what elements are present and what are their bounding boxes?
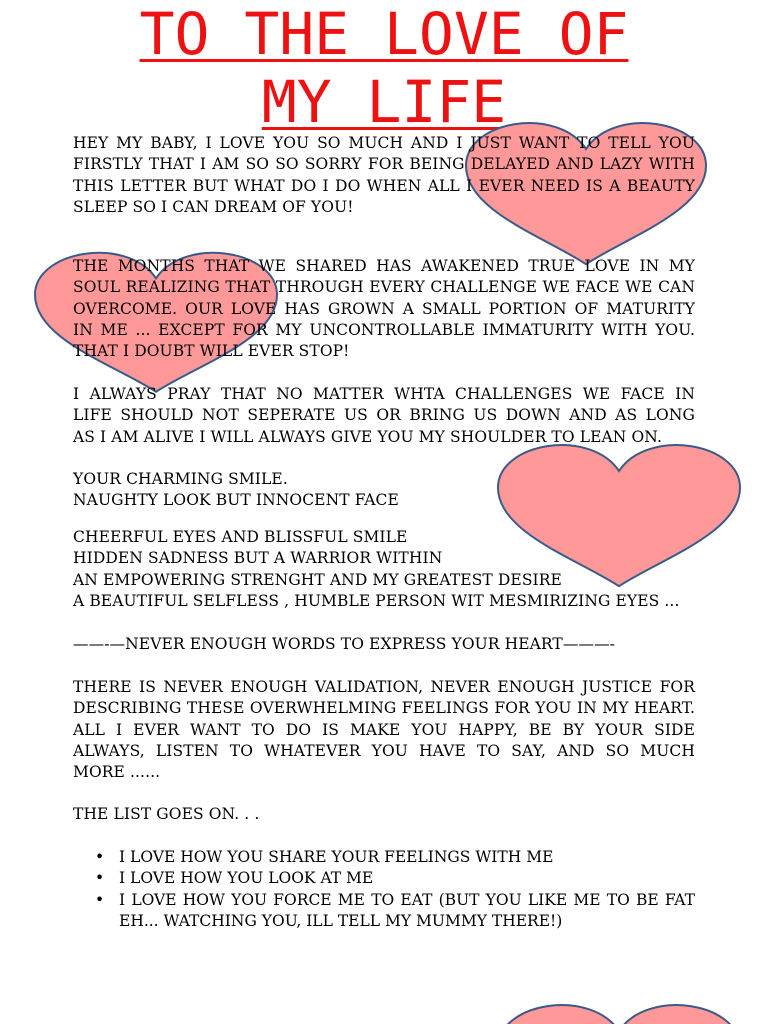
text-line: THE MONTHS THAT WE SHARED HAS AWAKENED TRUE LOVE IN MY <box>73 257 695 275</box>
text-line: ALL I EVER WANT TO DO IS MAKE YOU HAPPY, BE BY YOUR SIDE <box>73 720 695 739</box>
text-line: YOUR CHARMING SMILE. <box>73 470 288 488</box>
text-line: DESCRIBING THESE OVERWHELMING FEELINGS FOR YOU IN MY HEART. <box>73 699 695 718</box>
text-line: SLEEP SO I CAN DREAM OF YOU! <box>73 197 354 216</box>
text-line: HEY MY BABY, I LOVE YOU SO MUCH AND I JUST WANT TO TELL YOU <box>73 134 695 152</box>
text-line: IN ME ... EXCEPT FOR MY UNCONTROLLABLE IMMATURITY WITH YOU. <box>73 320 695 339</box>
text-line: A BEAUTIFUL SELFLESS , HUMBLE PERSON WIT MESMIRIZING EYES ... <box>73 591 680 610</box>
list-item: • I LOVE HOW YOU SHARE YOUR FEELINGS WITH ME <box>73 847 695 868</box>
text-line: THERE IS NEVER ENOUGH VALIDATION, NEVER ENOUGH JUSTICE FOR <box>73 678 695 696</box>
text-line: MORE ...... <box>73 763 161 782</box>
text-line: AN EMPOWERING STRENGHT AND MY GREATEST DESIRE <box>73 570 562 589</box>
text-line: CHEERFUL EYES AND BLISSFUL SMILE <box>73 528 408 546</box>
title-line-2: MY LIFE <box>261 68 507 136</box>
text-line: LIFE SHOULD NOT SEPERATE US OR BRING US DOWN AND AS LONG <box>73 406 695 425</box>
paragraph-list-intro <box>73 804 695 825</box>
love-list <box>73 847 695 932</box>
divider-line <box>73 634 695 655</box>
title-line-1: TO THE LOVE OF <box>139 0 629 68</box>
text-line: SOUL REALIZING THAT THROUGH EVERY CHALLENGE WE FACE WE CAN <box>73 278 695 297</box>
text-line: NAUGHTY LOOK BUT INNOCENT FACE <box>73 491 399 510</box>
paragraph-validation <box>73 677 695 783</box>
heart-bottom-right-icon <box>498 1005 740 1024</box>
text-line: THAT I DOUBT WILL EVER STOP! <box>73 342 350 361</box>
text-line: ALWAYS, LISTEN TO WHATEVER YOU HAVE TO SAY, AND SO MUCH <box>73 741 695 760</box>
list-item: • I LOVE HOW YOU LOOK AT ME <box>73 868 695 889</box>
text-line: I ALWAYS PRAY THAT NO MATTER WHTA CHALLENGES WE FACE IN <box>73 385 695 403</box>
text-line: HIDDEN SADNESS BUT A WARRIOR WITHIN <box>73 549 443 568</box>
paragraph-smile <box>73 469 695 512</box>
paragraph-pray <box>73 384 695 448</box>
list-item: • I LOVE HOW YOU FORCE ME TO EAT (BUT YOU LIKE ME TO BE FAT EH... WATCHING YOU, ILL TELL MY MUMMY THERE!) <box>73 890 695 933</box>
text-line: FIRSTLY THAT I AM SO SO SORRY FOR BEING DELAYED AND LAZY WITH <box>73 155 695 174</box>
paragraph-months <box>73 256 695 362</box>
text-line: THIS LETTER BUT WHAT DO I DO WHEN ALL I EVER NEED IS A BEAUTY <box>73 176 695 195</box>
text-line: THE LIST GOES ON. . . <box>73 805 260 823</box>
divider-text: ——-—NEVER ENOUGH WORDS TO EXPRESS YOUR HEART———- <box>73 635 616 653</box>
text-line: OVERCOME. OUR LOVE HAS GROWN A SMALL PORTION OF MATURITY <box>73 299 695 318</box>
paragraph-apology <box>73 133 695 218</box>
paragraph-eyes <box>73 527 695 612</box>
text-line: AS I AM ALIVE I WILL ALWAYS GIVE YOU MY SHOULDER TO LEAN ON. <box>73 427 662 446</box>
